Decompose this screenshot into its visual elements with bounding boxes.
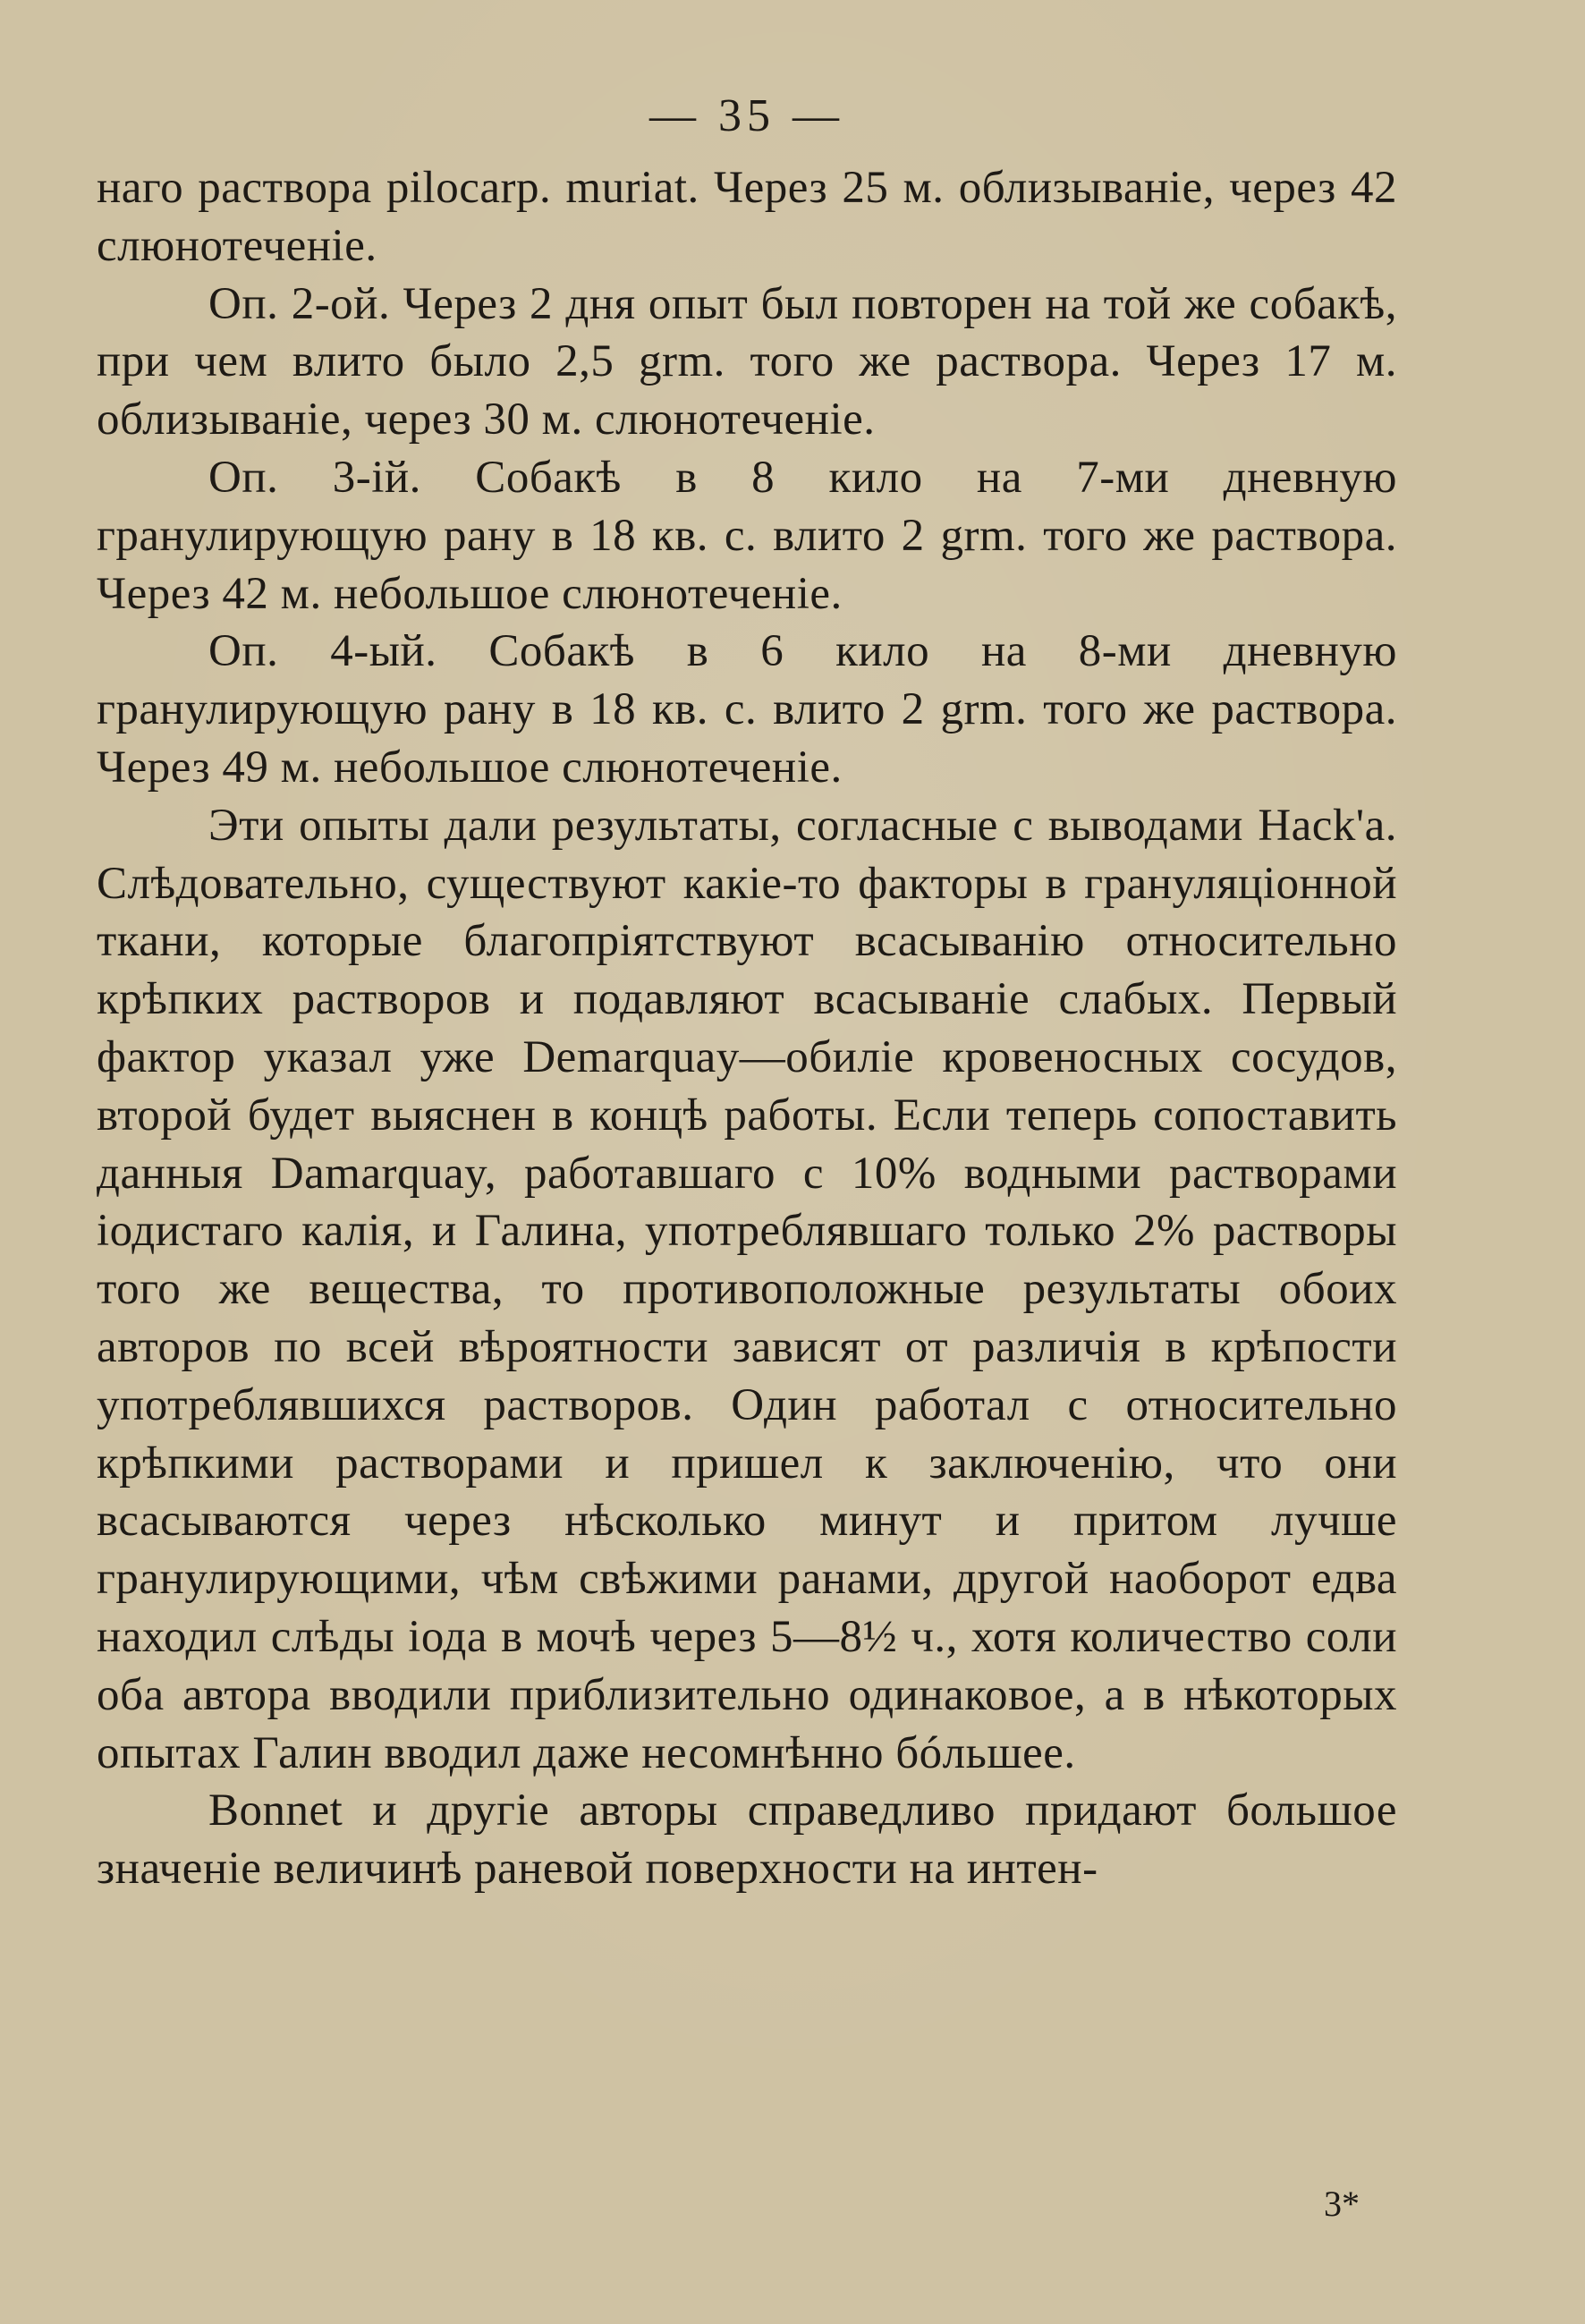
paragraph-1: наго раствора pilocarp. muriat. Через 25 м. облизыванiе, через 42 слюнотеченiе.	[97, 163, 1397, 271]
paragraph-3: Оп. 3-iй. Собакѣ в 8 кило на 7-ми дневную гранулирующую рану в 18 кв. с. влито 2 grm. того же раствора. Через 42 м. небольшое слюнотеченiе.	[97, 452, 1397, 619]
body-text	[97, 159, 1397, 1898]
signature-mark: 3*	[1324, 2184, 1360, 2224]
paragraph-2: Оп. 2-ой. Через 2 дня опыт был повторен на той же собакѣ, при чем влито было 2,5 grm. того же раствора. Через 17 м. облизыванiе, через 30 м. слюнотеченiе.	[97, 278, 1397, 445]
page-number: — 35 —	[649, 90, 844, 141]
paragraph-4: Оп. 4-ый. Собакѣ в 6 кило на 8-ми дневную гранулирующую рану в 18 кв. с. влито 2 grm. того же раствора. Через 49 м. небольшое слюнотеченiе.	[97, 626, 1397, 793]
paragraph-5: Эти опыты дали результаты, согласные с выводами Hack'a. Слѣдовательно, существуют какiе-то факторы в грануляцiонной ткани, которые благопрiятствуют всасыванiю относительно крѣпких растворов и подавляют всасыванiе слабых. Первый фактор указал уже Demarquay—обилiе кровеносных сосудов, второй будет выяснен в концѣ работы. Если теперь сопоставить данныя Damarquay, работавшаго с 10% водными растворами iодистаго калiя, и Галина, употреблявшаго только 2% растворы того же вещества, то противоположные результаты обоих авторов по всей вѣроятности зависят от различiя в крѣпости употреблявшихся растворов. Один работал с относительно крѣпкими растворами и пришел к заключенiю, что они всасываются через нѣсколько минут и притом лучше гранулирующими, чѣм свѣжими ранами, другой наоборот едва находил слѣды iода в мочѣ через 5—8½ ч., хотя количество соли оба автора вводили приблизительно одинаковое, а в нѣкоторых опытах Галин вводил даже несомнѣнно бóльшее.	[97, 800, 1397, 1778]
paragraph-6: Bonnet и другiе авторы справедливо придают большое значенiе величинѣ раневой поверхности на интен-	[97, 1785, 1397, 1895]
